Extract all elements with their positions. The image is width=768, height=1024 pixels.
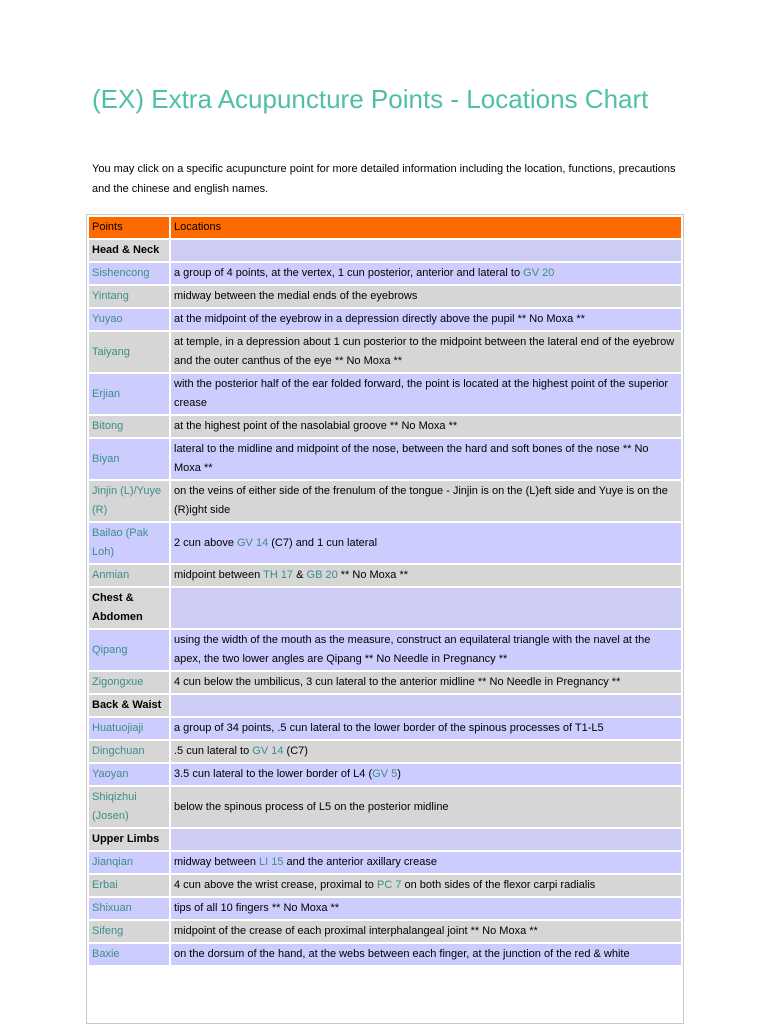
section-row — [89, 588, 681, 628]
point-link[interactable]: Yaoyan — [92, 768, 129, 780]
reference-point-link[interactable]: TH 17 — [263, 569, 294, 581]
location-cell — [171, 565, 681, 586]
point-cell — [89, 416, 169, 437]
location-cell — [171, 875, 681, 896]
point-link[interactable]: Erbai — [92, 879, 118, 891]
section-empty-cell — [171, 240, 681, 261]
point-cell — [89, 787, 169, 827]
point-cell — [89, 852, 169, 873]
location-text: tips of all 10 fingers ** No Moxa ** — [174, 902, 340, 914]
section-row — [89, 695, 681, 716]
point-cell — [89, 263, 169, 284]
location-text: using the width of the mouth as the measure, construct an equilateral triangle with the navel at the apex, the two lower angles are Qipang ** No Needle in Pregnancy ** — [174, 634, 651, 665]
table-row — [89, 565, 681, 586]
section-empty-cell — [171, 829, 681, 850]
location-text: at the midpoint of the eyebrow in a depression directly above the pupil ** No Moxa ** — [174, 313, 585, 325]
page-title: (EX) Extra Acupuncture Points - Locations Chart — [92, 84, 649, 114]
point-cell — [89, 439, 169, 479]
point-cell — [89, 898, 169, 919]
point-link[interactable]: Bitong — [92, 420, 124, 432]
section-row — [89, 240, 681, 261]
location-text: & — [293, 569, 307, 581]
table-row — [89, 898, 681, 919]
section-empty-cell — [171, 695, 681, 716]
location-cell — [171, 374, 681, 414]
location-cell — [171, 764, 681, 785]
table-row — [89, 764, 681, 785]
location-cell — [171, 944, 681, 965]
point-link[interactable]: Taiyang — [92, 345, 130, 358]
location-cell — [171, 672, 681, 693]
table-row — [89, 921, 681, 942]
table-row — [89, 630, 681, 670]
point-link[interactable]: Yintang — [92, 290, 129, 302]
point-link[interactable]: Erjian — [92, 387, 121, 400]
point-link[interactable]: Shixuan — [92, 902, 132, 914]
location-cell — [171, 787, 681, 827]
location-cell — [171, 332, 681, 372]
point-link[interactable]: Bailao (Pak Loh) — [92, 527, 149, 558]
location-cell — [171, 416, 681, 437]
point-link[interactable]: Sifeng — [92, 925, 124, 937]
location-text: midway between the medial ends of the eyebrows — [174, 290, 418, 302]
location-text: at the highest point of the nasolabial groove ** No Moxa ** — [174, 420, 458, 432]
table-row — [89, 374, 681, 414]
table-row — [89, 523, 681, 563]
table-row — [89, 875, 681, 896]
reference-point-link[interactable]: GB 20 — [306, 569, 338, 581]
location-text: ** No Moxa ** — [337, 569, 409, 581]
point-cell — [89, 374, 169, 414]
location-text: on the veins of either side of the frenulum of the tongue - Jinjin is on the (L)eft side and Yuye is on the (R)ight side — [174, 485, 668, 516]
location-text: 2 cun above — [174, 536, 237, 549]
point-link[interactable]: Anmian — [92, 569, 130, 581]
location-cell — [171, 286, 681, 307]
location-text: a group of 34 points, .5 cun lateral to the lower border of the spinous processes of T1-L5 — [174, 722, 604, 734]
point-link[interactable]: Sishencong — [92, 267, 150, 279]
point-cell — [89, 944, 169, 965]
point-cell — [89, 481, 169, 521]
location-cell — [171, 718, 681, 739]
point-cell — [89, 309, 169, 330]
location-cell — [171, 921, 681, 942]
table-row — [89, 741, 681, 762]
location-cell — [171, 741, 681, 762]
section-label: Chest & Abdomen — [89, 588, 169, 628]
section-label: Upper Limbs — [89, 829, 169, 850]
location-text: at temple, in a depression about 1 cun posterior to the midpoint between the lateral end of the eyebrow and the outer canthus of the eye ** No Moxa ** — [174, 336, 675, 367]
section-row — [89, 829, 681, 850]
table-row — [89, 286, 681, 307]
table-row — [89, 481, 681, 521]
location-text: on both sides of the flexor carpi radialis — [401, 879, 596, 891]
location-text: a group of 4 points, at the vertex, 1 cun posterior, anterior and lateral to — [174, 267, 524, 279]
point-link[interactable]: Yuyao — [92, 313, 123, 325]
point-link[interactable]: Qipang — [92, 643, 128, 656]
table-row — [89, 263, 681, 284]
location-cell — [171, 852, 681, 873]
point-link[interactable]: Jianqian — [92, 856, 133, 868]
point-link[interactable]: Shiqizhui (Josen) — [92, 791, 137, 822]
location-cell — [171, 523, 681, 563]
table-row — [89, 672, 681, 693]
table-body — [89, 240, 681, 965]
reference-point-link[interactable]: PC 7 — [376, 879, 402, 891]
location-cell — [171, 630, 681, 670]
section-empty-cell — [171, 588, 681, 628]
location-text: on the dorsum of the hand, at the webs between each finger, at the junction of the red & white — [174, 948, 630, 960]
point-cell — [89, 332, 169, 372]
section-label: Head & Neck — [89, 240, 169, 261]
point-cell — [89, 565, 169, 586]
point-cell — [89, 718, 169, 739]
reference-point-link[interactable]: LI 15 — [259, 856, 284, 868]
section-label: Back & Waist — [89, 695, 169, 716]
location-text: and the anterior axillary crease — [283, 856, 437, 868]
table-row — [89, 416, 681, 437]
table-row — [89, 332, 681, 372]
point-link[interactable]: Zigongxue — [92, 676, 144, 688]
location-text: below the spinous process of L5 on the posterior midline — [174, 800, 449, 813]
point-cell — [89, 875, 169, 896]
location-text: (C7) — [283, 745, 308, 757]
point-link[interactable]: Biyan — [92, 452, 120, 465]
reference-point-link[interactable]: GV 20 — [523, 267, 555, 279]
location-cell — [171, 481, 681, 521]
table-row — [89, 852, 681, 873]
points-table — [87, 215, 683, 967]
point-cell — [89, 672, 169, 693]
table-row — [89, 787, 681, 827]
table-row — [89, 439, 681, 479]
location-cell — [171, 309, 681, 330]
location-cell — [171, 439, 681, 479]
location-text: ) — [397, 768, 401, 780]
table-row — [89, 309, 681, 330]
location-cell — [171, 898, 681, 919]
location-text: midpoint of the crease of each proximal interphalangeal joint ** No Moxa ** — [174, 925, 538, 937]
point-cell — [89, 523, 169, 563]
location-text: with the posterior half of the ear folded forward, the point is located at the highest point of the superior crease — [174, 378, 669, 409]
point-cell — [89, 741, 169, 762]
location-text: (C7) and 1 cun lateral — [268, 536, 378, 549]
location-text: 4 cun above the wrist crease, proximal to — [174, 879, 377, 891]
point-cell — [89, 630, 169, 670]
point-cell — [89, 921, 169, 942]
point-cell — [89, 764, 169, 785]
reference-point-link[interactable]: GV 14 — [237, 536, 269, 549]
table-row — [89, 944, 681, 965]
header-points: Points — [89, 217, 169, 238]
point-link[interactable]: Huatuojiaji — [92, 722, 144, 734]
location-text: midpoint between — [174, 569, 264, 581]
header-locations: Locations — [171, 217, 681, 238]
location-cell — [171, 263, 681, 284]
points-chart — [86, 214, 684, 1024]
reference-point-link[interactable]: GV 14 — [252, 745, 284, 757]
location-text: lateral to the midline and midpoint of the nose, between the hard and soft bones of the nose ** No Moxa ** — [174, 443, 649, 474]
table-header-row — [89, 217, 681, 238]
table-row — [89, 718, 681, 739]
point-link[interactable]: Baxie — [92, 948, 120, 960]
point-link[interactable]: Dingchuan — [92, 745, 145, 757]
location-text: midway between — [174, 856, 259, 868]
point-link[interactable]: Jinjin (L)/Yuye (R) — [92, 485, 162, 516]
location-text: .5 cun lateral to — [174, 745, 253, 757]
reference-point-link[interactable]: GV 5 — [372, 768, 398, 780]
location-text: 4 cun below the umbilicus, 3 cun lateral to the anterior midline ** No Needle in Pregnancy ** — [174, 676, 621, 688]
point-cell — [89, 286, 169, 307]
location-text: 3.5 cun lateral to the lower border of L4 ( — [174, 768, 373, 780]
intro-text: You may click on a specific acupuncture point for more detailed information including the location, functions, precautions and the chinese and english names. — [92, 163, 676, 195]
